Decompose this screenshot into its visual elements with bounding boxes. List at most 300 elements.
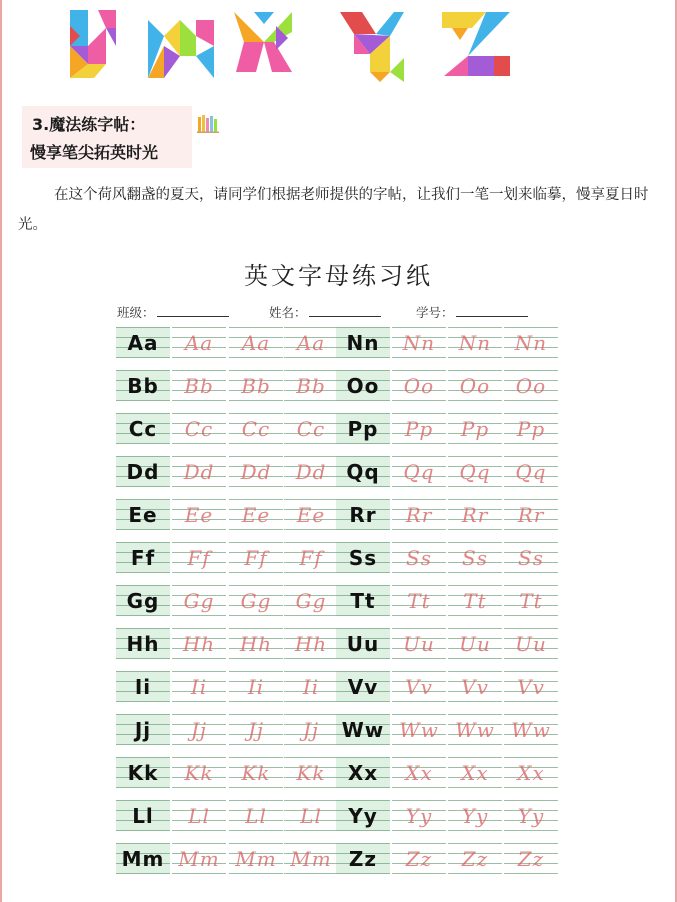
guide-line [229,542,283,543]
trace-cell [284,413,338,444]
guide-line [229,628,283,629]
model-cell [336,843,390,874]
trace-cell [229,456,283,487]
class-label: 班级： [117,305,155,320]
guide-line [172,658,226,659]
guide-line [172,628,226,629]
guide-line [116,830,170,831]
model-letter: Jj [134,718,152,742]
guide-line [172,456,226,457]
guide-line [172,873,226,874]
trace-cell [448,585,502,616]
guide-line [336,400,390,401]
model-letter: Aa [127,331,159,355]
guide-line [336,615,390,616]
guide-line [504,757,558,758]
trace-cell [392,671,446,702]
guide-line [336,701,390,702]
trace-letter: Ss [406,546,432,570]
trace-letter: Ii [190,675,208,699]
guide-line [336,499,390,500]
trace-cell [172,327,226,358]
trace-cell [229,370,283,401]
trace-cell [284,327,338,358]
trace-letter: Ee [184,503,214,527]
model-cell [116,671,170,702]
guide-line [229,400,283,401]
trace-cell [284,757,338,788]
guide-line [336,714,390,715]
guide-line [229,357,283,358]
trace-letter: Uu [515,632,547,656]
trace-cell [229,843,283,874]
section-title-line2: 慢享笔尖拓英时光 [30,143,159,162]
guide-line [336,744,390,745]
guide-line [504,572,558,573]
guide-line [229,572,283,573]
guide-line [336,658,390,659]
model-letter: Ww [341,718,385,742]
guide-line [172,757,226,758]
guide-line [336,486,390,487]
guide-line [172,529,226,530]
model-letter: Bb [127,374,159,398]
trace-cell [229,714,283,745]
trace-cell [504,800,558,831]
trace-cell [448,327,502,358]
guide-line [172,400,226,401]
guide-line [336,357,390,358]
trace-letter: Jj [247,718,265,742]
trace-letter: Mm [178,847,220,871]
model-letter: Ii [134,675,152,699]
model-cell [116,843,170,874]
trace-letter: Ss [518,546,544,570]
trace-cell [448,628,502,659]
model-letter: Uu [346,632,380,656]
model-cell [336,499,390,530]
guide-line [336,413,390,414]
guide-line [448,357,502,358]
trace-letter: Yy [405,804,433,828]
trace-letter: Yy [517,804,545,828]
trace-letter: Gg [183,589,215,613]
guide-line [284,701,338,702]
guide-line [336,370,390,371]
trace-letter: Gg [295,589,327,613]
guide-line [284,357,338,358]
guide-line [448,542,502,543]
trace-cell [229,671,283,702]
model-letter: Vv [347,675,379,699]
trace-cell [448,800,502,831]
trace-cell [172,757,226,788]
trace-cell [229,327,283,358]
guide-line [172,787,226,788]
guide-line [284,400,338,401]
trace-letter: Oo [403,374,435,398]
trace-letter: Bb [241,374,271,398]
guide-line [504,400,558,401]
model-cell [116,327,170,358]
guide-line [284,486,338,487]
trace-cell [284,628,338,659]
guide-line [504,499,558,500]
section-title-line1: 3.魔法练字帖： [32,115,146,134]
model-letter: Rr [349,503,377,527]
guide-line [172,413,226,414]
guide-line [392,400,446,401]
guide-line [229,327,283,328]
guide-line [284,572,338,573]
guide-line [116,701,170,702]
trace-letter: Qq [515,460,547,484]
guide-line [392,658,446,659]
model-letter: Pp [347,417,379,441]
guide-line [229,615,283,616]
model-letter: Nn [346,331,380,355]
guide-line [229,701,283,702]
trace-cell [504,671,558,702]
guide-line [284,843,338,844]
guide-line [116,486,170,487]
trace-letter: Bb [296,374,326,398]
guide-line [448,615,502,616]
trace-cell [172,671,226,702]
model-cell [336,542,390,573]
trace-letter: Oo [459,374,491,398]
model-letter: Gg [126,589,160,613]
guide-line [448,757,502,758]
guide-line [116,327,170,328]
model-letter: Mm [121,847,165,871]
guide-line [116,671,170,672]
guide-line [504,701,558,702]
guide-line [116,400,170,401]
model-cell [336,327,390,358]
trace-cell [392,413,446,444]
guide-line [504,370,558,371]
guide-line [284,714,338,715]
model-cell [116,370,170,401]
trace-cell [284,542,338,573]
trace-cell [448,843,502,874]
trace-letter: Rr [405,503,433,527]
trace-letter: Hh [239,632,273,656]
trace-cell [229,585,283,616]
guide-line [504,800,558,801]
model-cell [116,800,170,831]
model-letter: Yy [348,804,378,828]
guide-line [504,542,558,543]
guide-line [448,529,502,530]
guide-line [336,628,390,629]
guide-line [172,327,226,328]
trace-cell [229,800,283,831]
model-letter: Ff [130,546,156,570]
guide-line [284,658,338,659]
trace-cell [392,370,446,401]
guide-line [229,499,283,500]
trace-cell [504,413,558,444]
guide-line [448,800,502,801]
trace-cell [448,370,502,401]
guide-line [392,572,446,573]
guide-line [229,529,283,530]
guide-line [172,486,226,487]
guide-line [504,327,558,328]
guide-line [504,615,558,616]
trace-letter: Mm [290,847,332,871]
guide-line [336,757,390,758]
trace-letter: Ll [300,804,322,828]
trace-letter: Aa [241,331,271,355]
trace-cell [392,542,446,573]
guide-line [116,787,170,788]
trace-letter: Zz [461,847,489,871]
guide-line [392,443,446,444]
guide-line [229,787,283,788]
guide-line [116,800,170,801]
guide-line [392,357,446,358]
model-letter: Xx [347,761,379,785]
trace-letter: Aa [184,331,214,355]
trace-letter: Ff [299,546,323,570]
trace-cell [448,542,502,573]
model-letter: Tt [350,589,376,613]
model-cell [336,628,390,659]
trace-cell [504,585,558,616]
trace-cell [392,800,446,831]
trace-cell [284,800,338,831]
guide-line [336,787,390,788]
trace-letter: Pp [460,417,490,441]
guide-line [116,658,170,659]
guide-line [392,800,446,801]
guide-line [284,830,338,831]
guide-line [172,714,226,715]
guide-line [284,615,338,616]
guide-line [284,800,338,801]
guide-line [392,744,446,745]
guide-line [392,757,446,758]
guide-line [172,357,226,358]
guide-line [116,542,170,543]
guide-line [448,413,502,414]
guide-line [229,800,283,801]
guide-line [116,873,170,874]
guide-line [392,370,446,371]
guide-line [504,357,558,358]
guide-line [336,671,390,672]
trace-letter: Ll [245,804,267,828]
trace-cell [284,456,338,487]
guide-line [336,572,390,573]
guide-line [284,327,338,328]
trace-letter: Ww [455,718,495,742]
trace-letter: Xx [461,761,489,785]
guide-line [504,843,558,844]
trace-cell [284,499,338,530]
guide-line [116,443,170,444]
trace-letter: Nn [514,331,548,355]
name-label: 姓名： [269,305,307,320]
trace-letter: Ss [462,546,488,570]
guide-line [392,701,446,702]
trace-cell [448,671,502,702]
guide-line [284,787,338,788]
trace-cell [448,757,502,788]
trace-letter: Ll [188,804,210,828]
trace-letter: Ww [511,718,551,742]
model-letter: Ll [132,804,154,828]
guide-line [116,529,170,530]
trace-letter: Ii [302,675,320,699]
guide-line [504,456,558,457]
trace-letter: Bb [184,374,214,398]
guide-line [504,628,558,629]
model-letter: Hh [126,632,160,656]
model-cell [336,585,390,616]
guide-line [448,658,502,659]
guide-line [284,456,338,457]
guide-line [392,456,446,457]
trace-cell [284,585,338,616]
guide-line [284,370,338,371]
trace-cell [392,628,446,659]
trace-letter: Nn [458,331,492,355]
trace-letter: Gg [240,589,272,613]
trace-letter: Zz [517,847,545,871]
trace-cell [504,327,558,358]
trace-letter: Dd [183,460,215,484]
guide-line [448,443,502,444]
sheet-title: 英文字母练习纸 [244,262,433,290]
trace-letter: Kk [241,761,271,785]
model-letter: Oo [346,374,380,398]
model-cell [336,714,390,745]
trace-cell [504,628,558,659]
trace-cell [392,757,446,788]
guide-line [336,585,390,586]
trace-letter: Cc [184,417,214,441]
model-cell [116,714,170,745]
model-cell [336,413,390,444]
trace-letter: Qq [403,460,435,484]
trace-letter: Jj [302,718,320,742]
model-cell [116,499,170,530]
guide-line [116,615,170,616]
trace-cell [504,757,558,788]
trace-letter: Ff [244,546,268,570]
guide-line [336,873,390,874]
guide-line [172,499,226,500]
trace-letter: Pp [516,417,546,441]
trace-cell [229,628,283,659]
trace-letter: Ee [296,503,326,527]
trace-letter: Uu [459,632,491,656]
trace-cell [284,370,338,401]
guide-line [504,830,558,831]
guide-line [229,413,283,414]
guide-line [116,628,170,629]
guide-line [392,787,446,788]
guide-line [392,542,446,543]
trace-cell [504,714,558,745]
guide-line [392,830,446,831]
guide-line [336,443,390,444]
guide-line [284,744,338,745]
trace-cell [172,542,226,573]
trace-letter: Dd [240,460,272,484]
guide-line [116,744,170,745]
guide-line [229,456,283,457]
trace-cell [504,843,558,874]
guide-line [504,873,558,874]
guide-line [504,744,558,745]
trace-letter: Hh [294,632,328,656]
trace-cell [392,843,446,874]
model-cell [116,456,170,487]
guide-line [504,714,558,715]
guide-line [284,529,338,530]
guide-line [229,671,283,672]
trace-cell [284,671,338,702]
trace-cell [448,499,502,530]
guide-line [172,671,226,672]
trace-cell [504,542,558,573]
trace-letter: Ii [247,675,265,699]
trace-cell [392,499,446,530]
guide-line [116,357,170,358]
trace-cell [392,327,446,358]
trace-letter: Uu [403,632,435,656]
guide-line [116,585,170,586]
guide-line [284,671,338,672]
model-letter: Ss [348,546,378,570]
guide-line [172,615,226,616]
guide-line [392,486,446,487]
model-letter: Zz [348,847,378,871]
model-letter: Qq [346,460,380,484]
guide-line [284,757,338,758]
model-cell [336,456,390,487]
guide-line [284,628,338,629]
model-cell [116,413,170,444]
guide-line [229,873,283,874]
guide-line [392,671,446,672]
guide-line [448,486,502,487]
guide-line [229,714,283,715]
trace-cell [172,800,226,831]
guide-line [172,701,226,702]
guide-line [504,585,558,586]
trace-letter: Tt [407,589,431,613]
trace-letter: Rr [517,503,545,527]
guide-line [448,499,502,500]
guide-line [448,714,502,715]
trace-cell [229,542,283,573]
guide-line [504,486,558,487]
guide-line [116,714,170,715]
guide-line [448,370,502,371]
trace-letter: Qq [459,460,491,484]
guide-line [392,615,446,616]
guide-line [448,400,502,401]
trace-letter: Dd [295,460,327,484]
guide-line [448,628,502,629]
guide-line [504,658,558,659]
